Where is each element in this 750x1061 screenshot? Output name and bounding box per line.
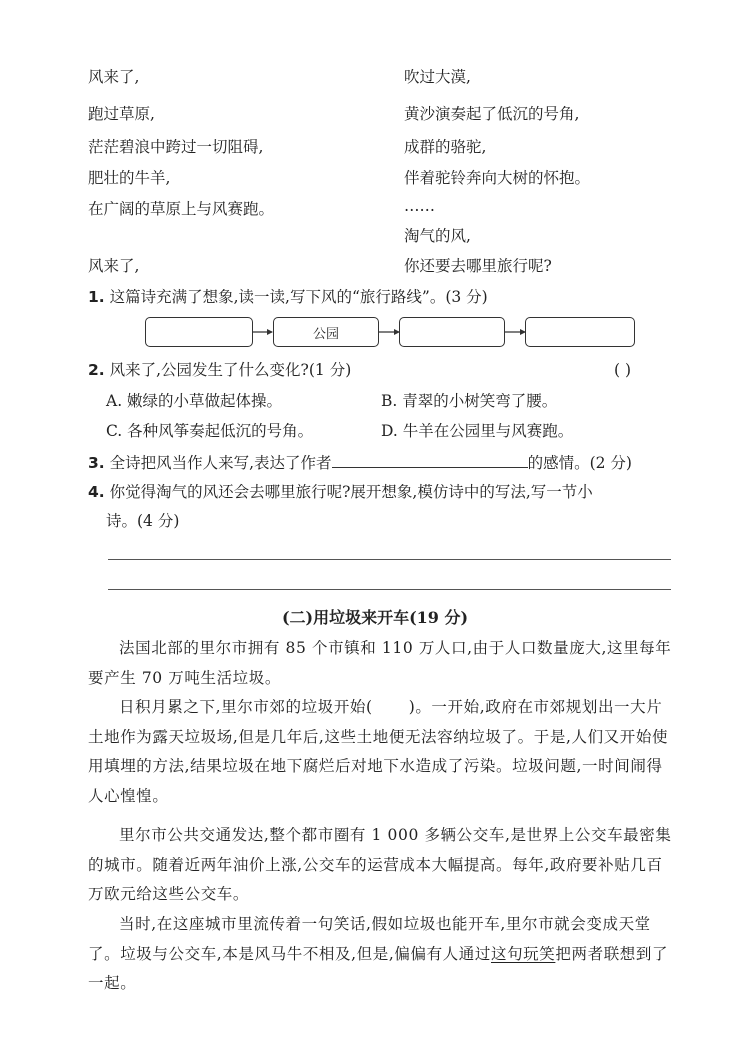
option-c[interactable]: C. 各种风筝奏起低沉的号角。 (106, 422, 314, 440)
article-paragraph-1: 法国北部的里尔市拥有 85 个市镇和 110 万人口,由于人口数量庞大,这里每年要产生 70 万吨生活垃圾。 (88, 639, 672, 687)
route-box-4[interactable] (525, 317, 635, 347)
answer-blank[interactable] (332, 452, 528, 468)
poem-left-line-4: 肥壮的牛羊, (88, 169, 171, 187)
question-1 (88, 287, 488, 307)
option-d[interactable]: D. 牛羊在公园里与风赛跑。 (381, 422, 574, 440)
poem-right-line-6: 淘气的风, (404, 227, 471, 245)
question-text-after: 的感情。(2 分) (527, 454, 632, 472)
poem-right-line-1: 吹过大漠, (404, 68, 471, 86)
paragraph-text: )。一开始,政府在市郊规划出一大片土地作为露天垃圾场,但是几年后,这些土地便无法容纳垃圾了。于是,人们又开始使用填埋的方法,结果垃圾在地下腐烂后对地下水造成了污染。垃圾问题,一时间闹得人心惶惶。 (88, 698, 669, 805)
arrow-right-icon (379, 326, 401, 338)
route-box-park[interactable]: 公园 (273, 317, 379, 347)
question-number: 3. (88, 454, 105, 472)
poem-right-line-4: 伴着驼铃奔向大树的怀抱。 (404, 169, 591, 187)
question-text-before: 全诗把风当作人来写,表达了作者 (109, 454, 332, 472)
section-title: (二)用垃圾来开车(19 分) (281, 608, 469, 627)
option-b[interactable]: B. 青翠的小树笑弯了腰。 (381, 392, 558, 410)
paragraph-text: 把两者联想到了一起。 (88, 944, 669, 992)
poem-left-line-6: 风来了, (88, 257, 140, 275)
article-paragraph-4 (88, 910, 672, 999)
poem-left-line-1: 风来了, (88, 68, 140, 86)
underlined-phrase: 这句玩笑 (490, 944, 556, 963)
article-paragraph-3: 里尔市公共交通发达,整个都市圈有 1 000 多辆公交车,是世界上公交车最密集的城市。随着近两年油价上涨,公交车的运营成本大幅提高。每年,政府要补贴几百万欧元给这些公交车。 (88, 826, 672, 903)
route-box-1[interactable] (145, 317, 253, 347)
answer-parenthesis[interactable]: ( ) (614, 361, 632, 379)
route-box-3[interactable] (399, 317, 505, 347)
question-number: 2. (88, 361, 105, 379)
arrow-right-icon (252, 326, 274, 338)
question-text: 你觉得淘气的风还会去哪里旅行呢?展开想象,模仿诗中的写法,写一节小 (109, 483, 593, 501)
article-paragraph-2 (88, 693, 672, 811)
poem-left-line-2: 跑过草原, (88, 105, 155, 123)
paragraph-text: 当时,在这座城市里流传着一句笑话,假如垃圾也能开车,里尔市就会变成天堂了。垃圾与公交车,本是风马牛不相及,但是,偏偏有人通过 (88, 915, 651, 963)
answer-line-1[interactable] (108, 559, 671, 560)
poem-right-line-2: 黄沙演奏起了低沉的号角, (404, 105, 580, 123)
question-number: 4. (88, 483, 105, 501)
option-a[interactable]: A. 嫩绿的小草做起体操。 (106, 392, 283, 410)
question-text: 风来了,公园发生了什么变化?(1 分) (109, 361, 352, 379)
poem-right-line-7: 你还要去哪里旅行呢? (404, 257, 552, 275)
poem-left-line-3: 茫茫碧浪中跨过一切阻碍, (88, 138, 264, 156)
question-3 (88, 452, 632, 473)
paragraph-text: 日积月累之下,里尔市郊的垃圾开始( (119, 698, 373, 716)
question-2 (88, 360, 351, 380)
poem-right-line-3: 成群的骆驼, (404, 138, 487, 156)
poem-left-line-5: 在广阔的草原上与风赛跑。 (88, 200, 275, 218)
question-number: 1. (88, 288, 105, 306)
arrow-right-icon (505, 326, 527, 338)
question-4 (88, 482, 593, 502)
answer-line-2[interactable] (108, 589, 671, 590)
poem-right-line-5: …… (404, 197, 435, 215)
question-text: 这篇诗充满了想象,读一读,写下风的“旅行路线”。(3 分) (109, 288, 488, 306)
question-4-continuation: 诗。(4 分) (106, 512, 180, 530)
